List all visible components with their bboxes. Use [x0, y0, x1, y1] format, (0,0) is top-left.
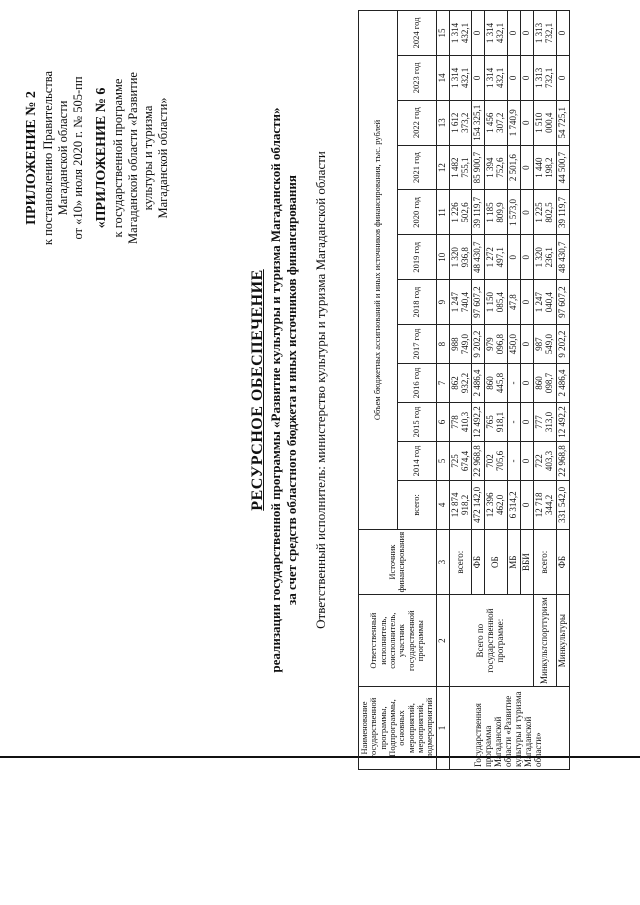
value-cell: 860 445,8 — [485, 364, 508, 403]
resolution-line: Магаданской области — [55, 100, 70, 216]
value-cell: 862 932,2 — [449, 364, 472, 403]
value-cell: 0 — [556, 11, 569, 56]
value-cell: 85 900,7 — [472, 145, 485, 190]
header-year: 2017 год — [397, 325, 436, 364]
value-cell: 1 612 373,2 — [449, 100, 472, 145]
total-cell: 12 718 344,2 — [533, 480, 556, 529]
value-cell: 0 — [520, 55, 533, 100]
value-cell: 1 272 497,1 — [485, 235, 508, 280]
header-year: 2022 год — [397, 100, 436, 145]
value-cell: 12 492,2 — [556, 403, 569, 442]
program-line: Магаданской области «Развитие — [125, 72, 140, 244]
value-cell: 0 — [520, 403, 533, 442]
table-row — [449, 11, 472, 770]
column-number: 3 — [436, 529, 449, 594]
value-cell: 0 — [556, 55, 569, 100]
total-cell: 6 314,2 — [508, 480, 521, 529]
header-name: Наименование государственной программы, Подпрограммы, основных мероприятий, мероприятий, подмероприятий — [359, 687, 437, 770]
value-cell: 1 314 432,1 — [485, 55, 508, 100]
executor-cell: Минкультуры — [556, 595, 569, 687]
responsible-executor: Ответственный исполнитель: министерство культуры и туризма Магаданской области — [312, 151, 328, 629]
source-cell: МБ — [508, 529, 521, 594]
value-cell: 48 430,7 — [472, 235, 485, 280]
value-cell: 0 — [472, 11, 485, 56]
header-source: Источник финансирования — [359, 529, 437, 594]
value-cell: 22 968,8 — [472, 441, 485, 480]
value-cell: 0 — [520, 190, 533, 235]
rotated-document — [20, 10, 620, 770]
header-year: 2021 год — [397, 145, 436, 190]
column-number: 15 — [436, 11, 449, 56]
value-cell: 1 394 752,6 — [485, 145, 508, 190]
value-cell: 1 314 432,1 — [485, 11, 508, 56]
value-cell: 0 — [520, 100, 533, 145]
column-number: 5 — [436, 441, 449, 480]
column-number: 12 — [436, 145, 449, 190]
value-cell: 722 403,3 — [533, 441, 556, 480]
source-cell: ФБ — [472, 529, 485, 594]
value-cell: 1 226 502,6 — [449, 190, 472, 235]
column-number-row — [436, 11, 449, 770]
total-cell: 472 142,0 — [472, 480, 485, 529]
header-volume: Объем бюджетных ассигнований и иных источников финансирования, тыс. рублей — [359, 11, 398, 530]
header-year: 2015 год — [397, 403, 436, 442]
executor-cell: Минкультспорттуризм — [533, 595, 556, 687]
column-number: 9 — [436, 280, 449, 325]
header-year: 2014 год — [397, 441, 436, 480]
value-cell: 0 — [520, 235, 533, 280]
value-cell: 1 150 085,4 — [485, 280, 508, 325]
value-cell: 0 — [520, 364, 533, 403]
value-cell: 2 486,4 — [556, 364, 569, 403]
source-cell: ВБИ — [520, 529, 533, 594]
column-number: 6 — [436, 403, 449, 442]
value-cell: 725 674,4 — [449, 441, 472, 480]
column-number: 10 — [436, 235, 449, 280]
value-cell: - — [508, 403, 521, 442]
value-cell: 1 320 936,8 — [449, 235, 472, 280]
header-year: 2024 год — [397, 11, 436, 56]
value-cell: 1 510 000,4 — [533, 100, 556, 145]
value-cell: 1 313 732,1 — [533, 55, 556, 100]
header-year: 2016 год — [397, 364, 436, 403]
value-cell: 1 247 040,4 — [533, 280, 556, 325]
value-cell: 777 313,0 — [533, 403, 556, 442]
value-cell: 1 225 802,5 — [533, 190, 556, 235]
value-cell: 0 — [520, 145, 533, 190]
value-cell: 979 096,8 — [485, 325, 508, 364]
value-cell: 1 313 732,1 — [533, 11, 556, 56]
program-line: культуры и туризма — [140, 105, 155, 211]
value-cell: 12 492,2 — [472, 403, 485, 442]
value-cell: 9 202,2 — [556, 325, 569, 364]
header-year: 2023 год — [397, 55, 436, 100]
value-cell: 1 740,9 — [508, 100, 521, 145]
document-title — [248, 10, 329, 770]
header-year: 2020 год — [397, 190, 436, 235]
column-number: 13 — [436, 100, 449, 145]
total-cell: 331 542,0 — [556, 480, 569, 529]
value-cell: 22 968,8 — [556, 441, 569, 480]
value-cell: 988 749,0 — [449, 325, 472, 364]
column-number: 2 — [436, 595, 449, 687]
source-cell: ФБ — [556, 529, 569, 594]
program-name-cell: Государственная программа Магаданской области «Развитие культуры и туризма Магаданской области» — [449, 687, 569, 770]
appendix-6-title: «ПРИЛОЖЕНИЕ № 6 — [93, 87, 109, 229]
resolution-line: к постановлению Правительства — [40, 70, 55, 246]
value-cell: 97 607,2 — [472, 280, 485, 325]
column-number: 8 — [436, 325, 449, 364]
value-cell: 765 918,1 — [485, 403, 508, 442]
value-cell: 48 430,7 — [556, 235, 569, 280]
title-line: реализации государственной программы «Развитие культуры и туризма Магаданской области» — [268, 107, 283, 673]
resource-table — [358, 10, 570, 770]
value-cell: 1 456 307,2 — [485, 100, 508, 145]
value-cell: 0 — [472, 55, 485, 100]
value-cell: 1 573,0 — [508, 190, 521, 235]
header-year: 2019 год — [397, 235, 436, 280]
value-cell: 1 247 740,4 — [449, 280, 472, 325]
appendix-2-title: ПРИЛОЖЕНИЕ № 2 — [24, 91, 39, 225]
value-cell: 0 — [520, 280, 533, 325]
executor-cell: Всего по государственной программе: — [449, 595, 533, 687]
value-cell: 1 440 198,2 — [533, 145, 556, 190]
table-row — [533, 11, 556, 770]
value-cell: 702 705,6 — [485, 441, 508, 480]
document-header — [24, 28, 171, 288]
value-cell: 0 — [520, 325, 533, 364]
table-row — [556, 11, 569, 770]
value-cell: 0 — [520, 441, 533, 480]
source-cell: всего: — [449, 529, 472, 594]
value-cell: 1 185 809,9 — [485, 190, 508, 235]
value-cell: 987 549,0 — [533, 325, 556, 364]
total-cell: 12 396 462,0 — [485, 480, 508, 529]
source-cell: ОБ — [485, 529, 508, 594]
value-cell: 2 501,6 — [508, 145, 521, 190]
value-cell: 1 320 236,1 — [533, 235, 556, 280]
column-number: 4 — [436, 480, 449, 529]
value-cell: 1 482 755,1 — [449, 145, 472, 190]
table-body — [449, 11, 569, 770]
value-cell: 450,0 — [508, 325, 521, 364]
value-cell: 44 500,7 — [556, 145, 569, 190]
value-cell: 39 119,7 — [556, 190, 569, 235]
source-cell: всего: — [533, 529, 556, 594]
value-cell: 1 314 432,1 — [449, 55, 472, 100]
value-cell: 154 325,1 — [472, 100, 485, 145]
program-line: к государственной программе — [110, 78, 125, 238]
column-number: 1 — [436, 687, 449, 770]
column-number: 14 — [436, 55, 449, 100]
total-cell: 12 874 918,2 — [449, 480, 472, 529]
value-cell: 0 — [508, 55, 521, 100]
column-number: 11 — [436, 190, 449, 235]
title-main: РЕСУРСНОЕ ОБЕСПЕЧЕНИЕ — [249, 269, 266, 511]
header-total: всего: — [397, 480, 436, 529]
value-cell: 47,8 — [508, 280, 521, 325]
program-line: Магаданской области» — [155, 97, 170, 219]
resolution-date: от «10» июля 2020 г. № 505-пп — [70, 76, 85, 240]
total-cell: 0 — [520, 480, 533, 529]
value-cell: 0 — [520, 11, 533, 56]
value-cell: 860 098,7 — [533, 364, 556, 403]
value-cell: 778 410,3 — [449, 403, 472, 442]
value-cell: 9 202,2 — [472, 325, 485, 364]
value-cell: 97 607,2 — [556, 280, 569, 325]
value-cell: 1 314 432,1 — [449, 11, 472, 56]
value-cell: 39 119,7 — [472, 190, 485, 235]
value-cell: 2 486,4 — [472, 364, 485, 403]
header-year: 2018 год — [397, 280, 436, 325]
value-cell: 0 — [508, 235, 521, 280]
value-cell: - — [508, 441, 521, 480]
value-cell: 0 — [508, 11, 521, 56]
title-line: за счет средств областного бюджета и иных источников финансирования — [284, 175, 300, 605]
value-cell: 54 725,1 — [556, 100, 569, 145]
value-cell: - — [508, 364, 521, 403]
header-executor: Ответственный исполнитель, соисполнитель, участник государственной программы — [359, 595, 437, 687]
column-number: 7 — [436, 364, 449, 403]
